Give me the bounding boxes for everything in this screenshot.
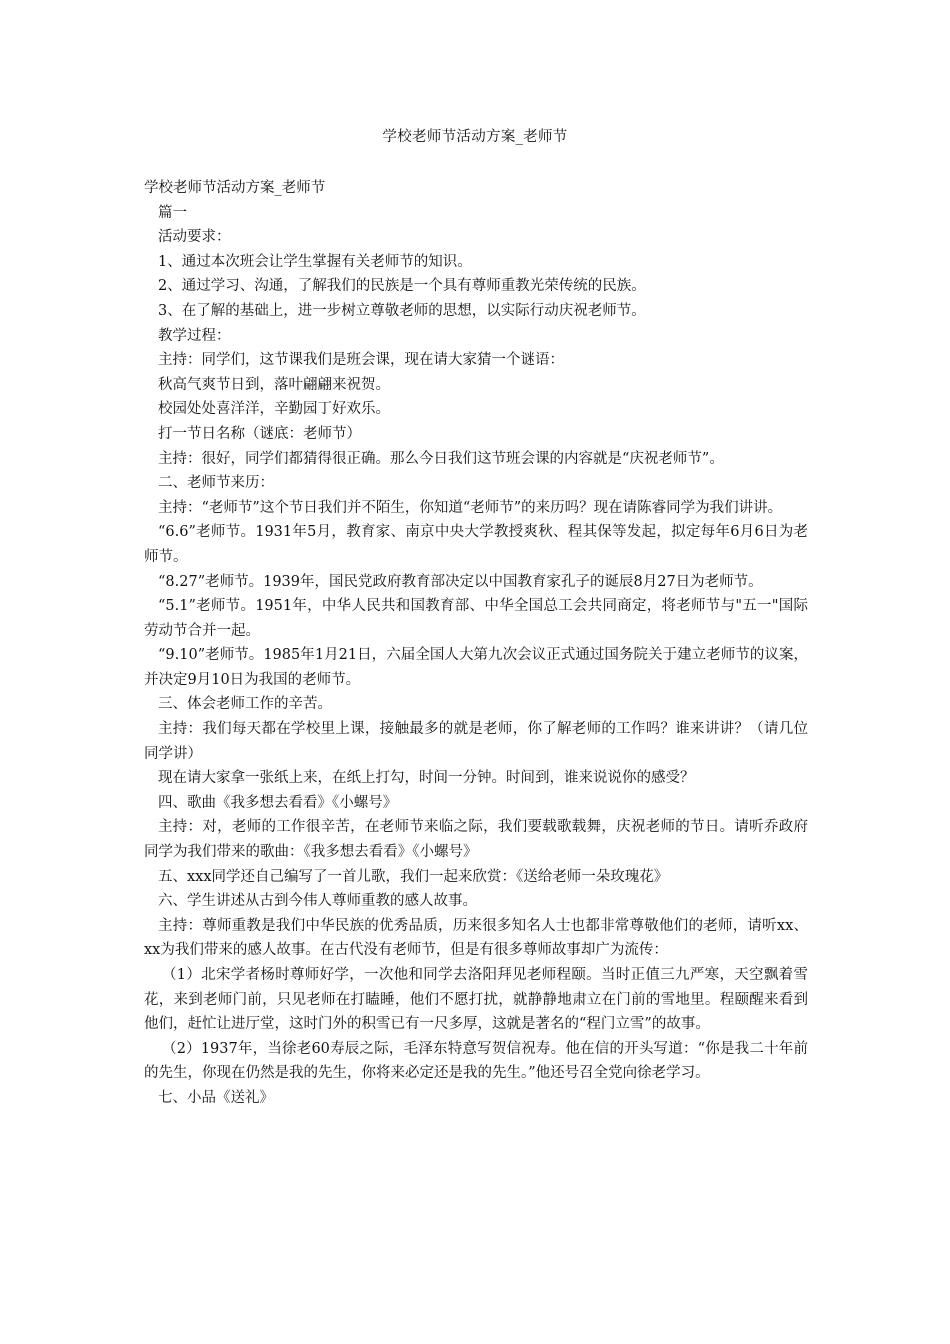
paragraph: （1）北宋学者杨时尊师好学，一次他和同学去洛阳拜见老师程颐。当时正值三九严寒，天空飘着雪花，来到老师门前，只见老师在打瞌睡，他们不愿打扰，就静静地肃立在门前的雪地里。程颐醒来看到他们，赶忙让进厅堂，这时门外的积雪已有一尺多厚，这就是著名的“程门立雪”的故事。 <box>144 967 808 1033</box>
paragraph: “9.10”老师节。1985年1月21日，六届全国人大第九次会议正式通过国务院关于建立老师节的议案，并决定9月10日为我国的老师节。 <box>144 647 808 688</box>
paragraph: 二、老师节来历： <box>158 475 274 492</box>
paragraph: 秋高气爽节日到，落叶翩翩来祝贺。 <box>158 376 390 393</box>
paragraph: 3、在了解的基础上，进一步树立尊敬老师的思想，以实际行动庆祝老师节。 <box>158 302 646 319</box>
paragraph: 五、xxx同学还自己编写了一首儿歌，我们一起来欣赏：《送给老师一朵玫瑰花》 <box>158 868 669 885</box>
paragraph: 主持：“老师节”这个节日我们并不陌生，你知道“老师节”的来历吗？现在请陈睿同学为我们讲讲。 <box>158 499 783 516</box>
paragraph: 四、歌曲《我多想去看看》《小螺号》 <box>158 794 398 811</box>
paragraph: 现在请大家拿一张纸上来，在纸上打勾，时间一分钟。时间到，谁来说说你的感受？ <box>158 770 695 787</box>
paragraph: 教学过程： <box>158 327 231 344</box>
paragraph: 三、体会老师工作的辛苦。 <box>158 696 332 713</box>
paragraph: “8.27”老师节。1939年，国民党政府教育部决定以中国教育家孔子的诞辰8月27日为老师节。 <box>158 573 763 590</box>
paragraph: 七、小品《送礼》 <box>158 1089 274 1106</box>
paragraph: 主持：很好，同学们都猜得很正确。那么今日我们这节班会课的内容就是“庆祝老师节”。 <box>158 450 724 467</box>
paragraph: 篇一 <box>158 204 187 221</box>
document-title: 学校老师节活动方案_老师节 <box>382 129 568 145</box>
paragraph: 打一节日名称（谜底：老师节） <box>158 425 361 442</box>
paragraph: 校园处处喜洋洋，辛勤园丁好欢乐。 <box>158 401 390 418</box>
paragraph: 1、通过本次班会让学生掌握有关老师节的知识。 <box>158 253 472 270</box>
paragraph: “5.1”老师节。1951年，中华人民共和国教育部、中华全国总工会共同商定，将老师节与"五一"国际劳动节合并一起。 <box>144 598 808 639</box>
paragraph: “6.6”老师节。1931年5月，教育家、南京中央大学教授爽秋、程其保等发起，拟定每年6月6日为老师节。 <box>144 524 808 565</box>
paragraph: 六、学生讲述从古到今伟人尊师重教的感人故事。 <box>158 893 477 910</box>
paragraph: 主持：尊师重教是我们中华民族的优秀品质，历来很多知名人士也都非常尊敬他们的老师，请听xx、xx为我们带来的感人故事。在古代没有老师节，但是有很多尊师故事却广为流传： <box>144 917 808 959</box>
paragraph: 2、通过学习、沟通，了解我们的民族是一个具有尊师重教光荣传统的民族。 <box>158 278 646 295</box>
paragraph: 主持：我们每天都在学校里上课，接触最多的就是老师，你了解老师的工作吗？谁来讲讲？（请几位同学讲） <box>144 721 808 762</box>
paragraph: 主持：对，老师的工作很辛苦，在老师节来临之际，我们要载歌载舞，庆祝老师的节日。请听乔政府同学为我们带来的歌曲：《我多想去看看》《小螺号》 <box>144 819 808 861</box>
document-body <box>144 176 808 1111</box>
paragraph: （2）1937年，当徐老60寿辰之际，毛泽东特意写贺信祝寿。他在信的开头写道：“你是我二十年前的先生，你现在仍然是我的先生，你将来必定还是我的先生。”他还号召全党向徐老学习。 <box>144 1040 808 1082</box>
paragraph: 活动要求： <box>158 229 231 246</box>
paragraph: 主持：同学们，这节课我们是班会课，现在请大家猜一个谜语： <box>158 352 564 369</box>
paragraph: 学校老师节活动方案_老师节 <box>144 180 326 196</box>
